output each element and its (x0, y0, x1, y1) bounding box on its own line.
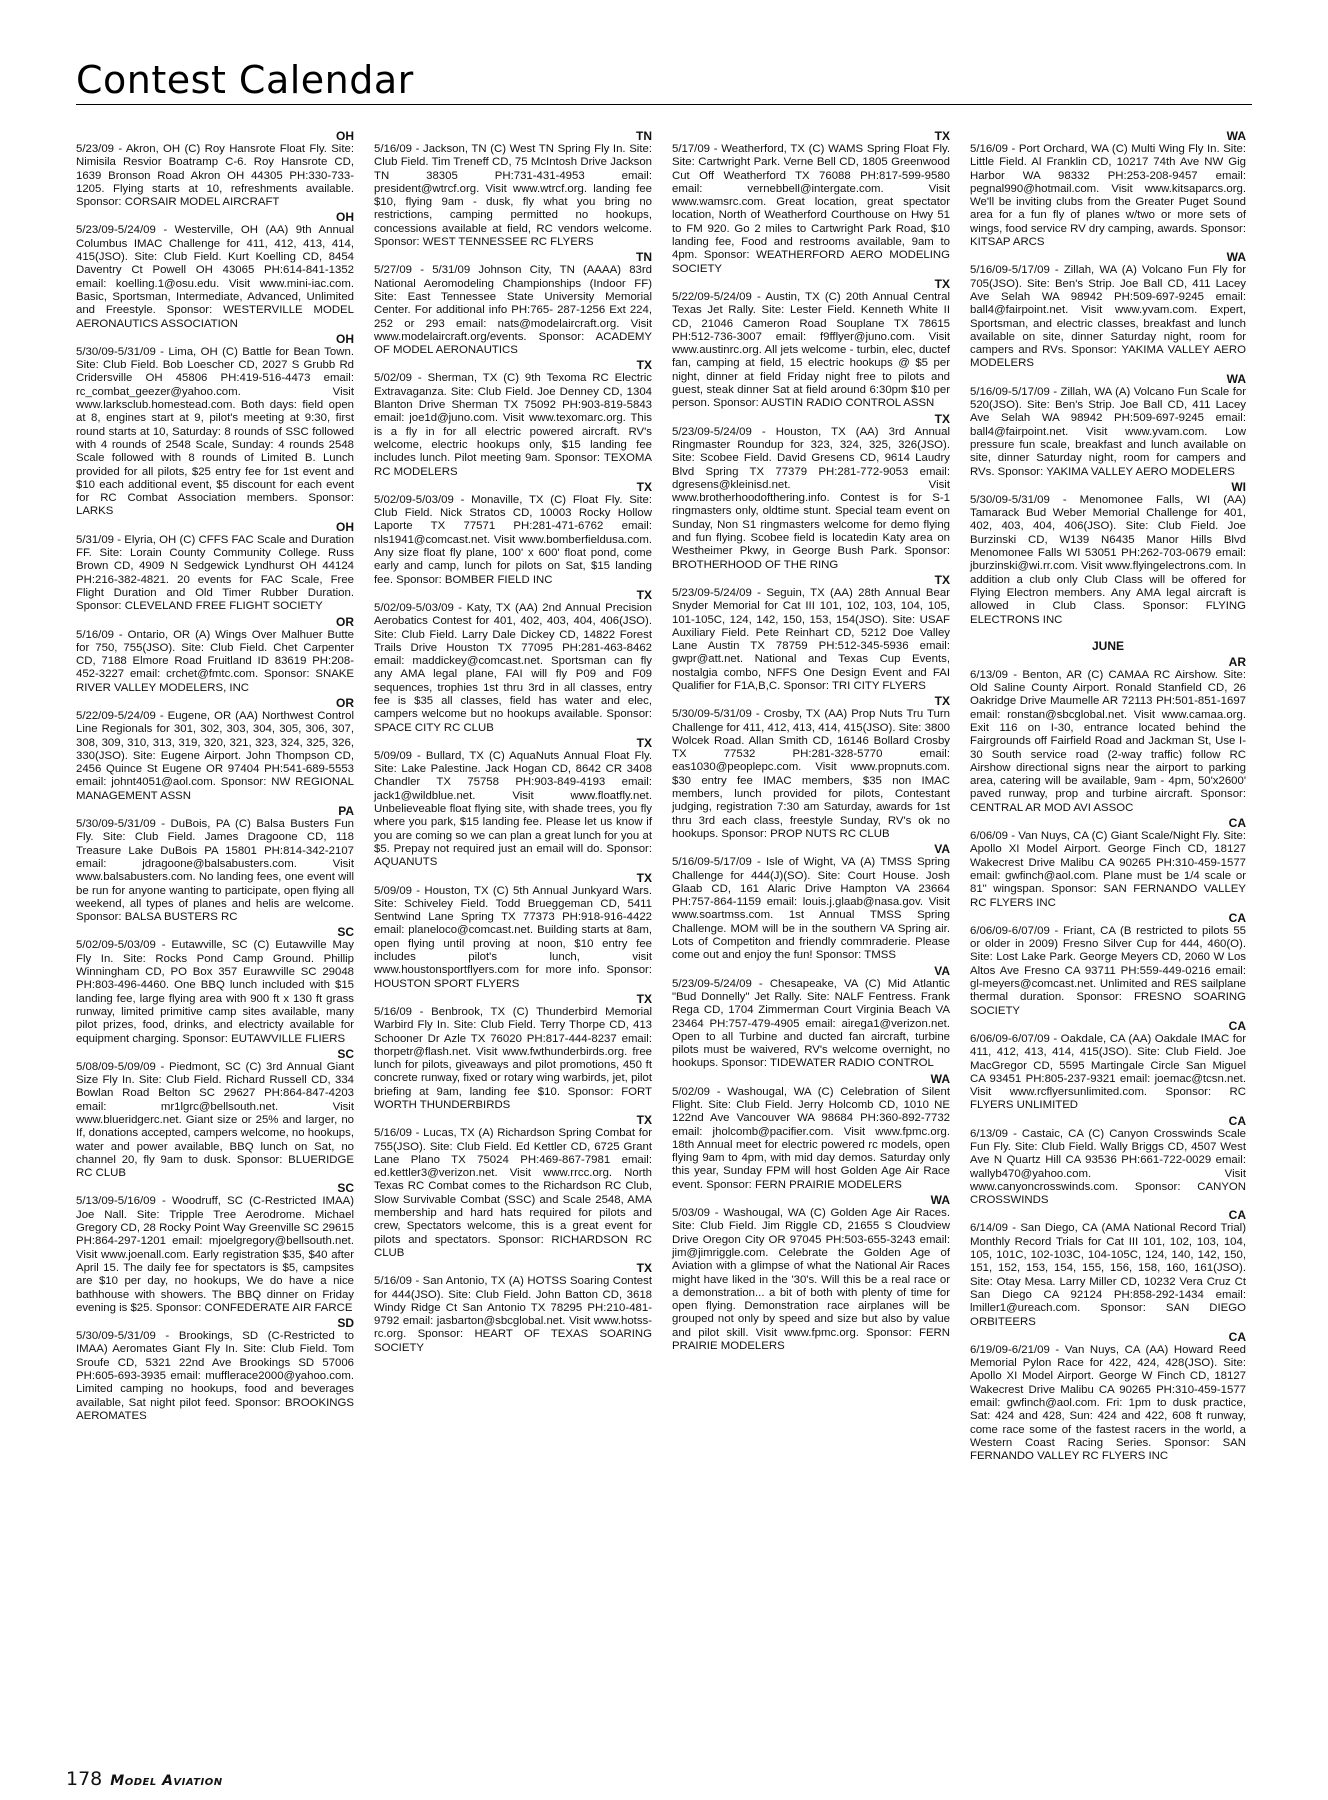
contest-entry: 5/23/09-5/24/09 - Houston, TX (AA) 3rd Annual Ringmaster Roundup for 323, 324, 325, 326(JSO). Site: Scobee Field. David Gresens CD, 9614 Laudry Blvd Spring TX 77379 PH:281-772-9053 email: dgresens@kleinisd.net. Visit www.brotherhoodofthering.info. Contest is for S-1 ringmasters only, oldtime stunt. Special team event on Sunday, Non S1 ringmasters welcome for demo flying and fun flying. Scobee field is locatedin Katy area on Westheimer Pkwy, in George Bush Park. Sponsor: BROTHERHOOD OF THE RING (672, 425, 950, 571)
contest-entry: 5/23/09-5/24/09 - Seguin, TX (AA) 28th Annual Bear Snyder Memorial for Cat III 101, 102, 103, 104, 105, 101-105C, 124, 142, 150, 153, 154(JSO). Site: USAF Auxiliary Field. Pete Reinhart CD, 5212 Doe Valley Lane Austin TX 78759 PH:512-345-5936 email: gwpr@att.net. National and Texas Cup Events, nostalgia combo, NFFS One Design Event and FAI Qualifier for F1A,B,C. Sponsor: TRI CITY FLYERS (672, 586, 950, 692)
state-heading: OR (336, 614, 354, 629)
contest-entry: 5/02/09 - Washougal, WA (C) Celebration of Silent Flight. Site: Club Field. Jerry Holcomb CD, 1010 NE 122nd Ave Vancouver WA 98684 PH:360-892-7732 email: jholcomb@pacifier.com. Visit www.fpmc.org. 18th Annual meet for electric powered rc models, open flying 9am to 4pm, with mid day demos. Saturday only this year, Sunday FPM will host Golden Age Air Race event. Sponsor: FERN PRAIRIE MODELERS (672, 1085, 950, 1191)
calendar-column-3 (672, 128, 950, 1353)
contest-entry: 5/08/09-5/09/09 - Piedmont, SC (C) 3rd Annual Giant Size Fly In. Site: Club Field. Richard Russell CD, 334 Bowlan Road Belton SC 29627 PH:864-847-4203 email: mr1lgrc@bellsouth.net. Visit www.blueridgerc.net. Giant size or 25% and larger, no If, donations accepted, campers welcome, no hookups, water and power available, BBQ lunch on Sat, no channel 20, fly 9am to dusk. Sponsor: BLUERIDGE RC CLUB (76, 1060, 354, 1180)
state-heading: OR (336, 695, 354, 710)
state-heading: TX (636, 358, 652, 373)
contest-entry: 5/17/09 - Weatherford, TX (C) WAMS Spring Float Fly. Site: Cartwright Park. Verne Bell CD, 1805 Greenwood Cut Off Weatherford TX 76088 PH:817-599-9580 email: vernebbell@intergate.com. Visit www.wamsrc.com. Great location, great spectator location, North of Weatherford Courthouse on Hwy 51 to FM 920. Go 2 miles to Cartwright Park Road, $10 landing fee, Food and restrooms available, 9am to 4pm. Sponsor: WEATHERFORD AERO MODELING SOCIETY (672, 143, 950, 275)
contest-entry: 5/16/09 - Ontario, OR (A) Wings Over Malhuer Butte for 750, 755(JSO). Site: Club Field. Chet Carpenter CD, 7188 Elmore Road Fruitland ID 83619 PH:208-452-3227 email: crchet@fmtc.com. Sponsor: SNAKE RIVER VALLEY MODELERS, INC (76, 628, 354, 694)
state-heading: TX (934, 411, 950, 426)
state-heading: WA (1226, 371, 1246, 386)
contest-entry: 5/16/09-5/17/09 - Isle of Wight, VA (A) TMSS Spring Challenge for 444(J)(SO). Site: Court House. Josh Glaab CD, 161 Alaric Drive Hampton VA 23664 PH:757-864-1159 email: louis.j.glaab@nasa.gov. Visit www.soartmss.com. 1st Annual TMSS Spring Challenge. MOM will be in the southern VA Spring air. Lots of Competiton and friendly commraderie. Please come out and enjoy the fun! Sponsor: TMSS (672, 856, 950, 962)
state-heading: TX (934, 694, 950, 709)
state-heading: VA (934, 842, 950, 857)
contest-entry: 5/23/09 - Akron, OH (C) Roy Hansrote Float Fly. Site: Nimisila Resvior Boatramp C-6. Roy Hansrote CD, 1639 Bronson Road Akron OH 44305 PH:330-733-1205. Flying starts at 10, refreshments available. Sponsor: CORSAIR MODEL AIRCRAFT (76, 143, 354, 209)
calendar-column-2 (374, 128, 652, 1355)
magazine-name: Model Aviation (110, 1773, 223, 1789)
contest-entry: 5/30/09-5/31/09 - Menomonee Falls, WI (AA) Tamarack Bud Weber Memorial Challenge for 401, 402, 403, 404, 406(JSO). Site: Club Field. Joe Burzinski CD, W139 N6435 Manor Hills Blvd Menomonee Falls WI 53051 PH:262-703-0679 email: jburzinski@wi.rr.com. Visit www.flyingelectrons.com. In addition a club only Club Class will be offered for Flying Electron members. Any AMA legal aircraft is allowed in Club Class. Sponsor: FLYING ELECTRONS INC (970, 493, 1246, 626)
state-heading: TX (636, 870, 652, 885)
contest-entry: 5/31/09 - Elyria, OH (C) CFFS FAC Scale and Duration FF. Site: Lorain County Community College. Russ Brown CD, 4909 N Sedgewick Lyndhurst OH 44124 PH:216-382-4821. 20 events for FAC Scale, Free Flight Duration and Old Timer Rubber Duration. Sponsor: CLEVELAND FREE FLIGHT SOCIETY (76, 533, 354, 613)
state-heading: TX (934, 129, 950, 143)
state-heading: WI (1231, 479, 1246, 494)
contest-entry: 5/03/09 - Washougal, WA (C) Golden Age Air Races. Site: Club Field. Jim Riggle CD, 21655 S Cloudview Drive Oregon City OR 97045 PH:503-655-3243 email: jim@jimriggle.com. Celebrate the Golden Age of Aviation with a glimpse of what the National Air Races might have liked in the '30's. Will this be a real race or a demonstration... a bit of both with plenty of time for open flying. Demonstration race airplanes will be grouped not only by speed and size but also by value and pilot skill. Visit www.fpmc.org. Sponsor: FERN PRAIRIE MODELERS (672, 1207, 950, 1353)
state-heading: WA (1226, 129, 1246, 143)
state-heading: CA (1228, 816, 1246, 831)
contest-entry: 5/16/09-5/17/09 - Zillah, WA (A) Volcano Fun Scale for 520(JSO). Site: Ben's Strip. Joe Ball CD, 411 Lacey Ave Selah WA 98942 PH:509-697-9245 email: ball4@fairpoint.net. Visit www.yvam.com. Low pressure fun scale, breakfast and lunch available on site, dinner Saturday night, room for campers and RVs. Sponsor: YAKIMA VALLEY AERO MODELERS (970, 385, 1246, 478)
contest-entry: 5/30/09-5/31/09 - Crosby, TX (AA) Prop Nuts Tru Turn Challenge for 411, 412, 413, 414, 415(JSO). Site: 3800 Wolcek Road. Allan Smith CD, 16146 Bollard Crosby TX 77532 PH:281-328-5770 email: eas1030@peoplepc.com. Visit www.propnuts.com. $30 entry fee IMAC members, $35 non IMAC members, lunch provided for pilots, Contestant judging, registration 7:30 am Saturday, awards for 1st thru 3rd each class, freestyle Sunday, RV's ok no hookups. Sponsor: PROP NUTS RC CLUB (672, 708, 950, 840)
contest-entry: 5/22/09-5/24/09 - Austin, TX (C) 20th Annual Central Texas Jet Rally. Site: Lester Field. Kenneth White II CD, 21046 Cameron Road Souplane TX 78615 PH:512-736-3007 email: f9fflyer@juno.com. Visit www.austinrc.org. All jets welcome - turbin, elec, ductef fan, camping at field, 15 electric hookups @ $5 per night, dinner at field Friday night free to pilots and guest, steak dinner Sat at field around 6:30pm $10 per person. Sponsor: AUSTIN RADIO CONTROL ASSN (672, 290, 950, 410)
page-number: 178 (66, 1768, 103, 1790)
calendar-column-1 (76, 128, 354, 1423)
contest-entry: 5/22/09-5/24/09 - Eugene, OR (AA) Northwest Control Line Regionals for 301, 302, 303, 304, 305, 306, 307, 308, 309, 310, 313, 319, 320, 321, 323, 324, 325, 326, 330(JSO). Site: Eugene Airport. John Thompson CD, 2456 Quince St Eugene OR 97404 PH:541-689-5553 email: johnt4051@aol.com. Sponsor: NW REGIONAL MANAGEMENT ASSN (76, 709, 354, 802)
contest-entry: 5/16/09 - Port Orchard, WA (C) Multi Wing Fly In. Site: Little Field. Al Franklin CD, 10217 74th Ave NW Gig Harbor WA 98332 PH:253-208-9457 email: pegnal990@hotmail.com. Visit www.kitsaparcs.org. We'll be inviting clubs from the Greater Puget Sound area for a fun fly of planes w/two or more sets of wings, food service RV dry camping, awards. Sponsor: KITSAP ARCS (970, 143, 1246, 249)
contest-entry: 5/30/09-5/31/09 - Brookings, SD (C-Restricted to IMAA) Aeromates Giant Fly In. Site: Club Field. Tom Sroufe CD, 5321 22nd Ave Brookings SD 57006 PH:605-693-3935 email: mufflerace2000@yahoo.com. Limited camping no hookups, food and beverages available, Sat night pilot feed. Sponsor: BROOKINGS AEROMATES (76, 1330, 354, 1422)
page-title: Contest Calendar (76, 58, 414, 102)
contest-entry: 6/13/09 - Castaic, CA (C) Canyon Crosswinds Scale Fun Fly. Site: Club Field. Wally Briggs CD, 4507 West Ave N Quartz Hill CA 93536 PH:661-722-0029 email: wallyb470@yahoo.com. Visit www.canyoncrosswinds.com. Sponsor: CANYON CROSSWINDS (970, 1127, 1246, 1207)
contest-entry: 5/02/09-5/03/09 - Eutawville, SC (C) Eutawville May Fly In. Site: Rocks Pond Camp Ground. Phillip Winningham CD, PO Box 357 Eurawville SC 29048 PH:803-496-4460. One BBQ lunch included with $15 landing fee, large flying area with 900 ft x 130 ft grass runway, limited primitive camp sites available, many pilot prizes, food, drinks, and electricty available for equipment charging. Sponsor: EUTAWVILLE FLIERS (76, 939, 354, 1045)
state-heading: OH (336, 210, 354, 225)
state-heading: SC (337, 925, 354, 940)
title-rule (76, 104, 1252, 105)
state-heading: OH (336, 331, 354, 346)
state-heading: TX (636, 991, 652, 1006)
state-heading: SD (337, 1316, 354, 1331)
contest-entry: 5/09/09 - Houston, TX (C) 5th Annual Junkyard Wars. Site: Schiveley Field. Todd Brueggeman CD, 5411 Sentwind Lane Spring TX 77373 PH:918-916-4422 email: planeloco@comcast.net. Building starts at 8am, open flying until proving at noon, $10 entry fee includes pilot's lunch, visit www.houstonsportflyers.com for more info. Sponsor: HOUSTON SPORT FLYERS (374, 884, 652, 990)
state-heading: VA (934, 963, 950, 978)
state-heading: TN (636, 129, 652, 143)
contest-entry: 5/16/09 - Benbrook, TX (C) Thunderbird Memorial Warbird Fly In. Site: Club Field. Terry Thorpe CD, 413 Schooner Dr Azle TX 76020 PH:817-444-8237 email: thorpetr@flash.net. Visit www.fwthunderbirds.org. free lunch for pilots, giveaways and pilot promotions, 450 ft concrete runway, fixed or rotary wing warbirds, jet, pilot briefing at 9am, landing fee $10. Sponsor: FORT WORTH THUNDERBIRDS (374, 1005, 652, 1111)
state-heading: TN (636, 250, 652, 265)
state-heading: CA (1228, 1018, 1246, 1033)
contest-entry: 6/06/09-6/07/09 - Oakdale, CA (AA) Oakdale IMAC for 411, 412, 413, 414, 415(JSO). Site: Club Field. Joe MacGregor CD, 5595 Martingale Circle San Miguel CA 93451 PH:805-237-9321 email: joemac@tcsn.net. Visit www.rcflyersunlimited.com. Sponsor: RC FLYERS UNLIMITED (970, 1032, 1246, 1112)
contest-entry: 5/30/09-5/31/09 - DuBois, PA (C) Balsa Busters Fun Fly. Site: Club Field. James Dragoone CD, 118 Treasure Lake DuBois PA 15801 PH:814-342-2107 email: jdragoone@balsabusters.com. Visit www.balsabusters.com. No landing fees, one event will be run for anyone wanting to participate, open flying all weekend, all types of planes and helis are welcome. Sponsor: BALSA BUSTERS RC (76, 818, 354, 924)
state-heading: WA (930, 1071, 950, 1086)
contest-entry: 5/23/09-5/24/09 - Chesapeake, VA (C) Mid Atlantic "Bud Donnelly" Jet Rally. Site: NALF Fentress. Frank Rega CD, 1704 Zimmerman Court Virginia Beach VA 23464 PH:757-479-4905 email: airega1@verizon.net. Open to all Turbine and ducted fan aircraft, turbine pilots must be waivered, RV's welcome overnight, no hookups. Sponsor: TIDEWATER RADIO CONTROL (672, 977, 950, 1070)
state-heading: OH (336, 129, 354, 143)
contest-entry: 6/19/09-6/21/09 - Van Nuys, CA (AA) Howard Reed Memorial Pylon Race for 422, 424, 428(JSO). Site: Apollo XI Model Airport. George W Finch CD, 18127 Wakecrest Drive Malibu CA 90265 PH:310-459-1577 email: gwfinch@aol.com. Fri: 1pm to dusk practice, Sat: 424 and 428, Sun: 424 and 422, 608 ft runway, come race some of the fastest racers in the world, a Western Coast Racing Series. Sponsor: SAN FERNANDO VALLEY RC FLYERS INC (970, 1343, 1246, 1463)
contest-entry: 5/02/09 - Sherman, TX (C) 9th Texoma RC Electric Extravaganza. Site: Club Field. Joe Denney CD, 1304 Blanton Drive Sherman TX 75092 PH:903-819-5843 email: joe1d@juno.com. Visit www.texomarc.org. This is a fly in for all electric powered aircraft. RV's welcome, electric hookups only, $15 landing fee includes lunch. Pilot meeting 9am. Sponsor: TEXOMA RC MODELERS (374, 372, 652, 478)
state-heading: OH (336, 519, 354, 534)
state-heading: TX (636, 735, 652, 750)
state-heading: AR (1228, 654, 1246, 669)
state-heading: CA (1228, 1329, 1246, 1344)
contest-entry: 6/06/09 - Van Nuys, CA (C) Giant Scale/Night Fly. Site: Apollo XI Model Airport. George Finch CD, 18127 Wakecrest Drive Malibu CA 90265 PH:310-459-1577 email: gwfinch@aol.com. Plane must be 1/4 scale or 81" wingspan. Sponsor: SAN FERNANDO VALLEY RC FLYERS INC (970, 830, 1246, 909)
state-heading: SC (337, 1046, 354, 1061)
contest-entry: 5/16/09 - Lucas, TX (A) Richardson Spring Combat for 755(JSO). Site: Club Field. Ed Kettler CD, 6725 Grant Lane Plano TX 75024 PH:469-867-7981 email: ed.kettler3@verizon.net. Visit www.rrcc.org. North Texas RC Combat comes to the Richardson RC Club, Slow Survivable Combat (SSC) and Scale 2548, AMA membership and hard hats required for pilots and crew, Spectators welcome, this is a great event for pilots and spectators. Sponsor: RICHARDSON RC CLUB (374, 1127, 652, 1259)
state-heading: CA (1228, 910, 1246, 925)
contest-entry: 5/23/09-5/24/09 - Westerville, OH (AA) 9th Annual Columbus IMAC Challenge for 411, 412, 413, 414, 415(JSO). Site: Club Field. Kurt Koelling CD, 8454 Daventry Ct Powell OH 43065 PH:614-841-1352 email: koelling.1@osu.edu. Visit www.mini-iac.com. Basic, Sportsman, Intermediate, Advanced, Unlimited and Freestyle. Sponsor: WESTERVILLE MODEL AERONAUTICS ASSOCIATION (76, 224, 354, 330)
contest-entry: 5/02/09-5/03/09 - Katy, TX (AA) 2nd Annual Precision Aerobatics Contest for 401, 402, 403, 404, 406(JSO). Site: Club Field. Larry Dale Dickey CD, 14822 Forest Trails Drive Houston TX 77095 PH:281-463-8462 email: maddickey@comcast.net. Sportsman can fly any AMA legal plane, FAI will fly P09 and F09 sequences, trophies 1st thru 3rd in all classes, entry fee is $35 all classes, field has water and elec, campers welcome but no hookups available. Sponsor: SPACE CITY RC CLUB (374, 601, 652, 734)
state-heading: CA (1228, 1208, 1246, 1223)
contest-entry: 5/02/09-5/03/09 - Monaville, TX (C) Float Fly. Site: Club Field. Nick Stratos CD, 10003 Rocky Hollow Laporte TX 77571 PH:281-471-6762 email: nls1941@comcast.net. Visit www.bomberfieldusa.com. Any size float fly plane, 100' x 600' float pond, come early and camp, lunch for pilots on Sat, $15 landing fee. Sponsor: BOMBER FIELD INC (374, 493, 652, 586)
calendar-column-4 (970, 128, 1246, 1464)
contest-entry: 5/16/09-5/17/09 - Zillah, WA (A) Volcano Fun Fly for 705(JSO). Site: Ben's Strip. Joe Ball CD, 411 Lacey Ave Selah WA 98942 PH:509-697-9245 email: ball4@fairpoint.net. Visit www.yvam.com. Expert, Sportsman, and electric classes, breakfast and lunch available on site, dinner Saturday night, room for campers and RVs. Sponsor: YAKIMA VALLEY AERO MODELERS (970, 264, 1246, 370)
state-heading: TX (934, 276, 950, 291)
contest-entry: 5/27/09 - 5/31/09 Johnson City, TN (AAAA) 83rd National Aeromodeling Championships (Indoor FF) Site: East Tennessee State University Memorial Center. For additional info PH:765- 287-1256 Ext 224, 252 or 293 email: nats@modelaircraft.org. Visit www.modelaircraft.org/events. Sponsor: ACADEMY OF MODEL AERONAUTICS (374, 264, 652, 357)
contest-entry: 5/30/09-5/31/09 - Lima, OH (C) Battle for Bean Town. Site: Club Field. Bob Loescher CD, 2027 S Grubb Rd Cridersville OH 45806 PH:419-516-4473 email: rc_combat_geezer@yahoo.com. Visit www.larksclub.homestead.com. Both days: field open at 8, engines start at 9, pilot's meeting at 9:30, first round starts at 10, Saturday: 8 rounds of SSC followed with 4 rounds of 2548 Scale, Sunday: 4 rounds 2548 Scale followed with 8 rounds of Limited B. Lunch provided for all pilots, $25 entry fee for 1st event and $10 each additional event, $5 discount for each event for RC Combat Association members. Sponsor: LARKS (76, 345, 354, 518)
state-heading: TX (636, 479, 652, 494)
state-heading: WA (930, 1193, 950, 1208)
state-heading: TX (636, 1113, 652, 1128)
page-footer (66, 1768, 223, 1790)
contest-entry: 5/16/09 - San Antonio, TX (A) HOTSS Soaring Contest for 444(JSO). Site: Club Field. John Batton CD, 3618 Windy Ridge Ct San Antonio TX 78295 PH:210-481-9792 email: jasbarton@sbcglobal.net. Visit www.hotss-rc.org. Sponsor: HEART OF TEXAS SOARING SOCIETY (374, 1275, 652, 1354)
state-heading: TX (934, 572, 950, 587)
state-heading: WA (1226, 250, 1246, 265)
state-heading: CA (1228, 1113, 1246, 1128)
state-heading: SC (337, 1181, 354, 1196)
state-heading: TX (636, 587, 652, 602)
state-heading: PA (338, 804, 354, 819)
contest-entry: 6/13/09 - Benton, AR (C) CAMAA RC Airshow. Site: Old Saline County Airport. Ronald Stanfield CD, 26 Oakridge Drive Maumelle AR 72113 PH:501-851-1697 email: ronstan@sbcglobal.net. Visit www.camaa.org. Exit 116 on I-30, entrance located behind the Fairgrounds off Fairfield Road and Jackman St, Use I-30 South service road (2-way traffic) follow RC Airshow directional signs near the airport to parking area, catering will be available, 9am - 4pm, 50'x2600' paved runway, prop and turbine aircraft. Sponsor: CENTRAL AR MOD AVI ASSOC (970, 668, 1246, 814)
contest-entry: 6/14/09 - San Diego, CA (AMA National Record Trial) Monthly Record Trials for Cat III 101, 102, 103, 104, 105, 101C, 102-103C, 104-105C, 124, 140, 142, 150, 151, 152, 153, 154, 155, 156, 158, 160, 161(JSO). Site: Otay Mesa. Larry Miller CD, 10232 Vera Cruz Ct San Diego CA 92124 PH:858-292-1434 email: lmiller1@ureach.com. Sponsor: SAN DIEGO ORBITEERS (970, 1222, 1246, 1328)
month-heading: JUNE (1091, 638, 1124, 653)
contest-entry: 5/16/09 - Jackson, TN (C) West TN Spring Fly In. Site: Club Field. Tim Treneff CD, 75 McIntosh Drive Jackson TN 38305 PH:731-431-4953 email: president@wtrcf.org. Visit www.wtrcf.org. landing fee $10, flying 9am - dusk, fly what you bring no restrictions, camping permitted no hookups, concessions available at field, RC vendors welcome. Sponsor: WEST TENNESSEE RC FLYERS (374, 143, 652, 249)
contest-entry: 5/09/09 - Bullard, TX (C) AquaNuts Annual Float Fly. Site: Lake Palestine. Jack Hogan CD, 8642 CR 3408 Chandler TX 75758 PH:903-849-4193 email: jack1@wildblue.net. Visit www.floatfly.net. Unbelieveable float flying site, with shade trees, you fly where you park, $15 landing fee. Please let us know if you are coming so we can plan a great lunch for you at $5. Prepay not required just an email will do. Sponsor: AQUANUTS (374, 749, 652, 869)
contest-entry: 6/06/09-6/07/09 - Friant, CA (B restricted to pilots 55 or older in 2009) Fresno Silver Cup for 444, 460(O). Site: Lost Lake Park. George Meyers CD, 2060 W Los Altos Ave Fresno CA 93711 PH:559-449-0216 email: gl-meyers@comcast.net. Unlimited and RES sailplane thermal duration. Sponsor: FRESNO SOARING SOCIETY (970, 924, 1246, 1017)
contest-entry: 5/13/09-5/16/09 - Woodruff, SC (C-Restricted IMAA) Joe Nall. Site: Tripple Tree Aerodrome. Michael Gregory CD, 28 Rocky Point Way Greenville SC 29615 PH:864-297-1201 email: mjoelgregory@bellsouth.net. Visit www.joenall.com. Early registration $35, $40 after April 15. The daily fee for spectators is $5, campsites are $10 per day, no hookups, We do have a nice bathhouse with showers. The BBQ dinner on Friday evening is $25. Sponsor: CONFEDERATE AIR FARCE (76, 1195, 354, 1314)
state-heading: TX (636, 1261, 652, 1276)
